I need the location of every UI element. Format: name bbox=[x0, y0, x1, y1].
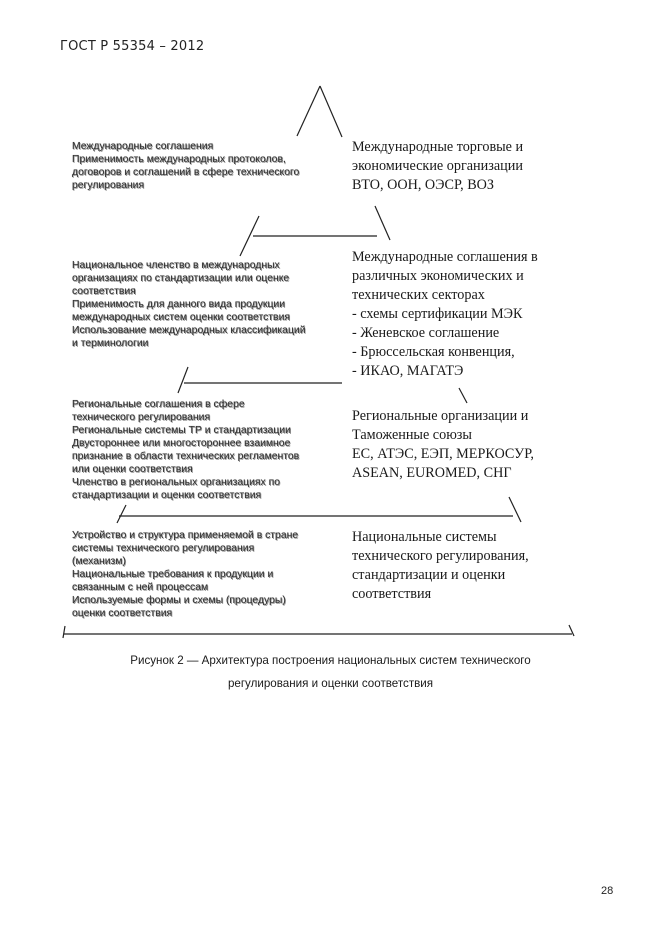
level-4-factor-line: Национальные требования к продукции и bbox=[72, 569, 274, 580]
level-2-org-line: - Женевское соглашение bbox=[352, 325, 500, 341]
level-2-factor-line: Использование международных классификаций bbox=[72, 325, 306, 336]
level-3-factor-line: Членство в региональных организациях по bbox=[72, 477, 281, 488]
level-1-factor-line: Международные соглашения bbox=[72, 141, 214, 152]
level-4-factor-line: системы технического регулирования bbox=[72, 543, 255, 554]
level-1-org-line: экономические организации bbox=[352, 158, 523, 174]
pyramid-apex-left-edge bbox=[297, 86, 320, 136]
pyramid-apex-right-edge bbox=[320, 86, 342, 137]
level-3-factor-line: технического регулирования bbox=[72, 412, 211, 423]
level-4-org-line: стандартизации и оценки bbox=[352, 567, 506, 583]
page-number: 28 bbox=[601, 885, 614, 897]
level-3-org-line: Региональные организации и bbox=[352, 408, 529, 424]
pyramid-level3-right-edge bbox=[459, 388, 467, 403]
level-4-factor-line: оценки соответствия bbox=[72, 608, 173, 619]
level-2-factor-line: международных систем оценки соответствия bbox=[72, 312, 291, 323]
level-2-factor-line: и терминологии bbox=[72, 338, 149, 349]
level-1-org-line: Международные торговые и bbox=[352, 139, 524, 155]
level-2-factor-line: Применимость для данного вида продукции bbox=[72, 299, 286, 310]
level-2-org-line: различных экономических и bbox=[352, 268, 524, 284]
figure-caption-line-2: регулирования и оценки соответствия bbox=[227, 677, 434, 690]
level-1-factors bbox=[72, 140, 352, 192]
level-3-factor-line: стандартизации и оценки соответствия bbox=[72, 490, 262, 501]
pyramid-base-left-edge bbox=[63, 626, 65, 638]
level-1-factor-line: Применимость международных протоколов, bbox=[72, 154, 286, 165]
level-4-org-line: соответствия bbox=[352, 586, 432, 602]
figure-caption-line-1: Рисунок 2 — Архитектура построения национальных систем технического bbox=[130, 654, 531, 667]
level-3-org-line: ASEAN, EUROMED, СНГ bbox=[352, 465, 512, 481]
level-4-factor-line: (механизм) bbox=[72, 556, 126, 567]
level-4-org-line: Национальные системы bbox=[352, 529, 497, 545]
pyramid-level4-left-edge bbox=[117, 505, 126, 523]
pyramid-level2-right-edge bbox=[375, 206, 390, 240]
level-1-factor-line: договоров и соглашений в сфере технического bbox=[72, 167, 300, 178]
level-4-factors bbox=[72, 529, 352, 620]
level-3-organizations bbox=[352, 407, 567, 483]
level-3-factor-line: Региональные системы ТР и стандартизации bbox=[72, 425, 291, 436]
level-2-factor-line: Национальное членство в международных bbox=[72, 260, 280, 271]
level-4-factor-line: связанным с ней процессам bbox=[72, 582, 209, 593]
level-2-factors bbox=[72, 259, 352, 350]
pyramid-level3-left-edge bbox=[178, 367, 188, 393]
level-4-factor-line: Используемые формы и схемы (процедуры) bbox=[72, 595, 286, 606]
level-3-org-line: Таможенные союзы bbox=[352, 427, 472, 443]
level-3-factor-line: Региональные соглашения в сфере bbox=[72, 399, 245, 410]
level-3-factor-line: Двустороннее или многостороннее взаимное bbox=[72, 438, 291, 449]
level-2-org-line: Международные соглашения в bbox=[352, 249, 538, 265]
level-3-factor-line: или оценки соответствия bbox=[72, 464, 193, 475]
level-1-organizations bbox=[352, 138, 567, 195]
level-2-org-line: - Брюссельская конвенция, bbox=[352, 344, 515, 360]
level-2-org-line: - схемы сертификации МЭК bbox=[352, 306, 523, 322]
level-3-factor-line: признание в области технических регламентов bbox=[72, 451, 300, 462]
level-1-org-line: ВТО, ООН, ОЭСР, ВОЗ bbox=[352, 177, 495, 193]
pyramid-level4-right-edge bbox=[509, 497, 521, 522]
level-4-org-line: технического регулирования, bbox=[352, 548, 529, 564]
level-2-org-line: технических секторах bbox=[352, 287, 485, 303]
level-4-factor-line: Устройство и структура применяемой в стране bbox=[72, 530, 299, 541]
level-1-factor-line: регулирования bbox=[72, 180, 145, 191]
level-2-factor-line: организациях по стандартизации или оценке bbox=[72, 273, 290, 284]
level-2-org-line: - ИКАО, МАГАТЭ bbox=[352, 363, 464, 379]
level-2-organizations bbox=[352, 248, 567, 381]
level-2-factor-line: соответствия bbox=[72, 286, 136, 297]
level-4-organizations bbox=[352, 528, 567, 604]
level-3-factors bbox=[72, 398, 352, 502]
level-3-org-line: ЕС, АТЭС, ЕЭП, МЕРКОСУР, bbox=[352, 446, 534, 462]
document-number: ГОСТ Р 55354 – 2012 bbox=[60, 39, 205, 54]
